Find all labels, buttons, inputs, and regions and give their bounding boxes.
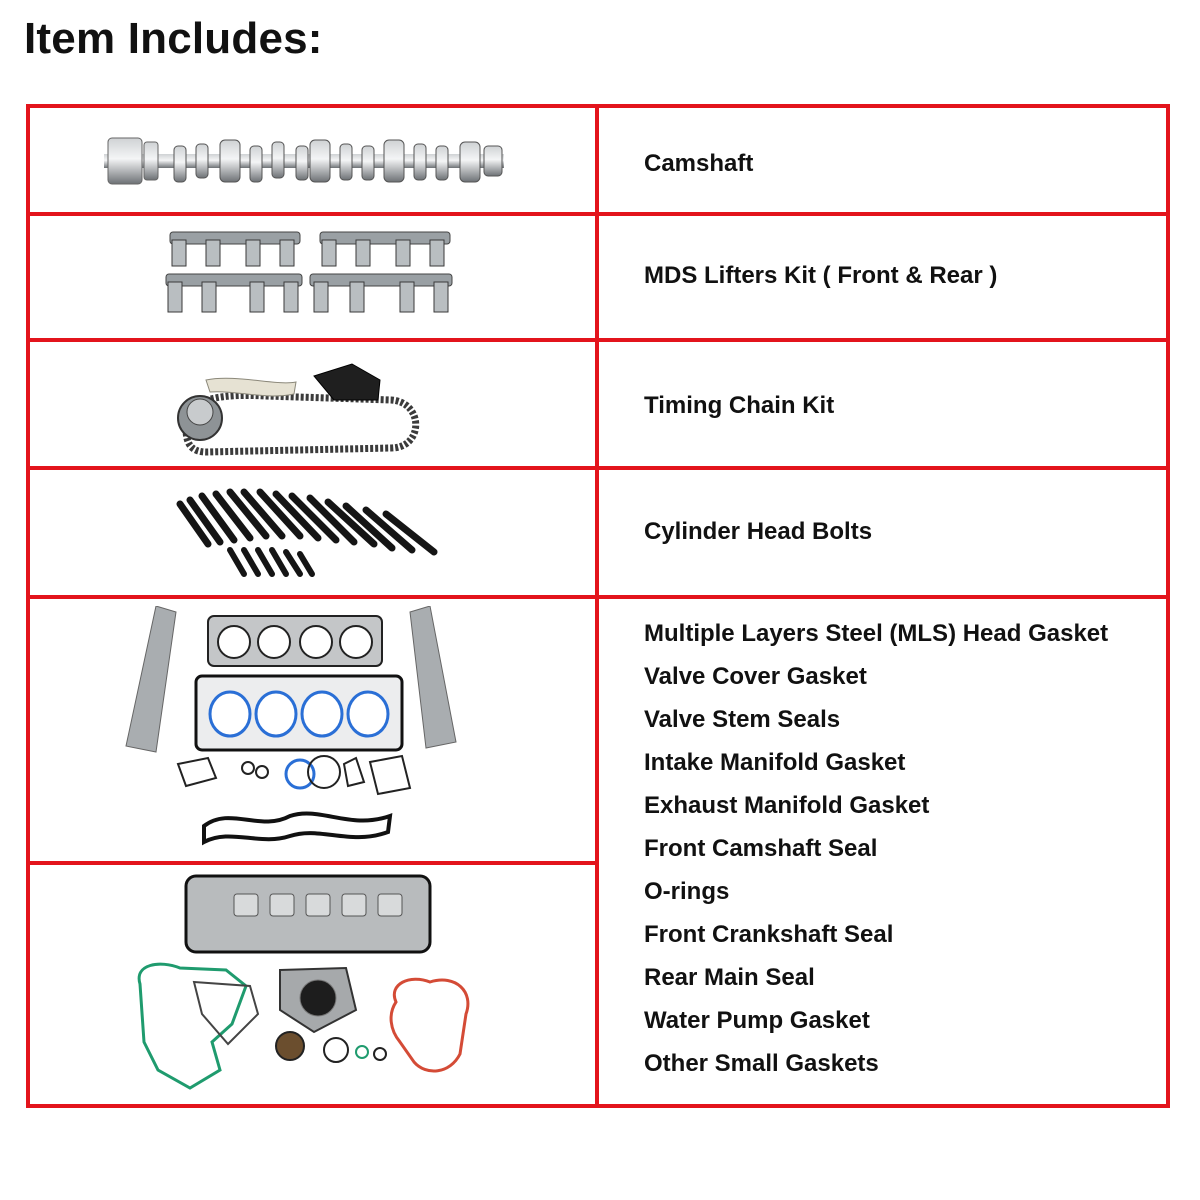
list-item: Valve Stem Seals [644, 706, 841, 733]
head-gasket-set-picture [120, 606, 460, 854]
table-border-left [26, 104, 30, 1108]
row-label-timing-chain: Timing Chain Kit [644, 392, 835, 419]
row-divider [26, 466, 1170, 470]
gasket-items-list [644, 618, 1108, 1091]
table-border-right [1166, 104, 1170, 1108]
lifters-picture [158, 228, 468, 318]
row-divider [26, 595, 1170, 599]
row-label-camshaft: Camshaft [644, 150, 754, 177]
list-item: Other Small Gaskets [644, 1050, 879, 1077]
head-bolts-picture [172, 484, 448, 580]
list-item: Valve Cover Gasket [644, 663, 867, 690]
table-column-divider [595, 104, 599, 1108]
timing-chain-picture [166, 356, 436, 458]
list-item: O-rings [644, 878, 730, 905]
list-item: Rear Main Seal [644, 964, 815, 991]
list-item: Front Crankshaft Seal [644, 921, 894, 948]
list-item: Intake Manifold Gasket [644, 749, 906, 776]
row-divider-left-only [26, 861, 597, 865]
list-item: Front Camshaft Seal [644, 835, 878, 862]
oil-pan-gaskets-picture [130, 874, 490, 1096]
list-item: Multiple Layers Steel (MLS) Head Gasket [644, 620, 1109, 647]
page-title: Item Includes: [24, 14, 323, 63]
row-divider [26, 212, 1170, 216]
list-item: Water Pump Gasket [644, 1007, 870, 1034]
row-divider [26, 338, 1170, 342]
row-label-lifters: MDS Lifters Kit ( Front & Rear ) [644, 262, 998, 289]
list-item: Exhaust Manifold Gasket [644, 792, 930, 819]
camshaft-picture [104, 130, 504, 192]
row-label-head-bolts: Cylinder Head Bolts [644, 518, 873, 545]
